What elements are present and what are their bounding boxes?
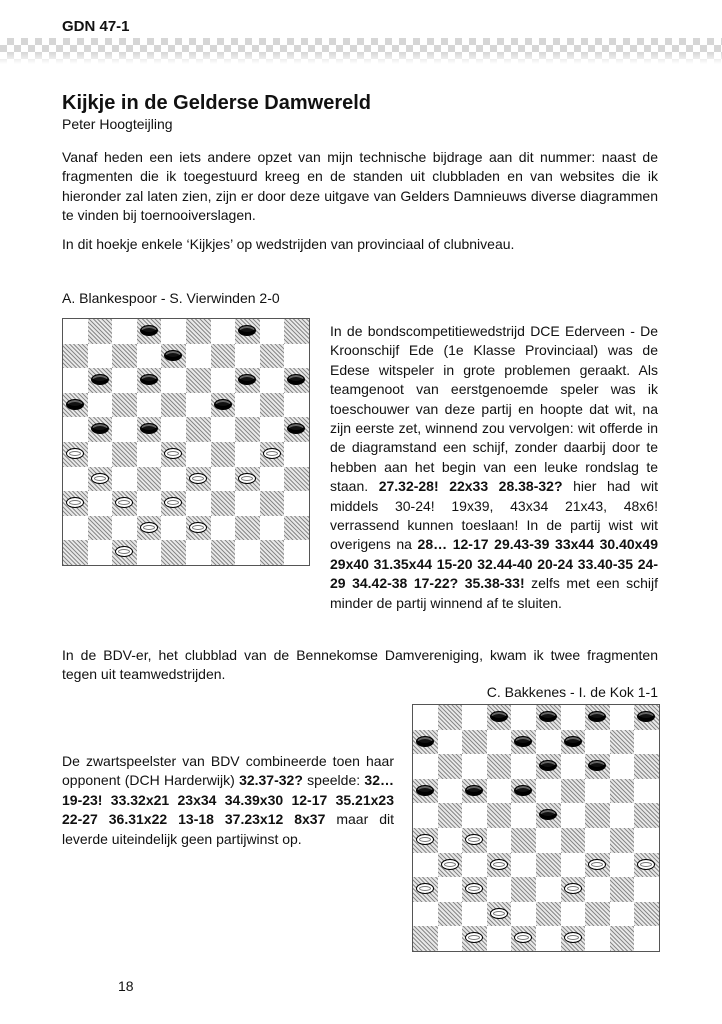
board-light-square bbox=[561, 803, 586, 828]
board-square-46 bbox=[413, 926, 438, 951]
board-light-square bbox=[511, 705, 536, 730]
board-light-square bbox=[610, 902, 635, 927]
white-piece bbox=[441, 859, 459, 870]
board-light-square bbox=[112, 417, 137, 442]
board-light-square bbox=[211, 516, 236, 541]
board-square-42 bbox=[137, 516, 162, 541]
board-light-square bbox=[260, 467, 285, 492]
page-number: 18 bbox=[118, 978, 134, 994]
board-square-4 bbox=[235, 319, 260, 344]
board-light-square bbox=[438, 877, 463, 902]
board-square-44 bbox=[235, 516, 260, 541]
black-piece bbox=[588, 760, 606, 771]
board-light-square bbox=[112, 467, 137, 492]
game2-moves-2: 32…19-23! 33.32x21 23x34 34.39x30 12-17 35.21x23 22-27 36.31x22 13-18 37.23x12 8x37 bbox=[62, 772, 394, 828]
board-light-square bbox=[438, 828, 463, 853]
board-square-39 bbox=[561, 877, 586, 902]
white-piece bbox=[91, 473, 109, 484]
board-light-square bbox=[561, 754, 586, 779]
black-piece bbox=[490, 711, 508, 722]
board-square-36 bbox=[63, 491, 88, 516]
board-square-1 bbox=[88, 319, 113, 344]
black-piece bbox=[637, 711, 655, 722]
article-author: Peter Hoogteijling bbox=[62, 116, 173, 132]
board-light-square bbox=[511, 853, 536, 878]
board-light-square bbox=[462, 902, 487, 927]
black-piece bbox=[238, 374, 256, 385]
board-light-square bbox=[487, 877, 512, 902]
board-square-37 bbox=[112, 491, 137, 516]
board-square-14 bbox=[585, 754, 610, 779]
board-square-14 bbox=[235, 368, 260, 393]
board-square-22 bbox=[487, 803, 512, 828]
white-piece bbox=[115, 497, 133, 508]
board-square-45 bbox=[634, 902, 659, 927]
board-light-square bbox=[462, 803, 487, 828]
board-square-34 bbox=[585, 853, 610, 878]
board-light-square bbox=[536, 828, 561, 853]
board-light-square bbox=[487, 828, 512, 853]
checkered-header-band bbox=[0, 38, 722, 64]
white-piece bbox=[564, 883, 582, 894]
board-light-square bbox=[235, 540, 260, 565]
board-square-11 bbox=[438, 754, 463, 779]
board-light-square bbox=[161, 467, 186, 492]
board-light-square bbox=[413, 754, 438, 779]
white-piece bbox=[164, 497, 182, 508]
board-light-square bbox=[413, 902, 438, 927]
board-square-17 bbox=[462, 779, 487, 804]
board-light-square bbox=[63, 319, 88, 344]
board-square-36 bbox=[413, 877, 438, 902]
black-piece bbox=[588, 711, 606, 722]
board-square-41 bbox=[438, 902, 463, 927]
board-square-49 bbox=[561, 926, 586, 951]
black-piece bbox=[287, 423, 305, 434]
intro-paragraph-2: In dit hoekje enkele ‘Kijkjes’ op wedstrijden van provinciaal of clubniveau. bbox=[62, 236, 515, 252]
game1-moves-2: 28… 12-17 29.43-39 33x44 30.40x49 29x40 31.35x44 15-20 32.44-40 20-24 33.40-35 24-29 34.42-38 17-22? 35.38-33! bbox=[330, 536, 658, 592]
board-square-21 bbox=[438, 803, 463, 828]
board-square-27 bbox=[462, 828, 487, 853]
board-light-square bbox=[284, 344, 309, 369]
board-square-17 bbox=[112, 393, 137, 418]
board-light-square bbox=[487, 730, 512, 755]
board-square-38 bbox=[511, 877, 536, 902]
white-piece bbox=[66, 497, 84, 508]
white-piece bbox=[164, 448, 182, 459]
board-square-49 bbox=[211, 540, 236, 565]
board-square-6 bbox=[413, 730, 438, 755]
black-piece bbox=[539, 711, 557, 722]
board-light-square bbox=[88, 491, 113, 516]
board-light-square bbox=[112, 368, 137, 393]
board-square-47 bbox=[462, 926, 487, 951]
board-light-square bbox=[511, 803, 536, 828]
game2-text-a: De zwartspeelster van BDV combineerde toen haar opponent (DCH Harderwijk) bbox=[62, 753, 394, 789]
board-square-26 bbox=[63, 442, 88, 467]
game2-commentary bbox=[62, 752, 394, 849]
board-square-20 bbox=[260, 393, 285, 418]
board-square-28 bbox=[511, 828, 536, 853]
board-light-square bbox=[536, 926, 561, 951]
board-square-7 bbox=[462, 730, 487, 755]
board-square-44 bbox=[585, 902, 610, 927]
board-square-21 bbox=[88, 417, 113, 442]
board-light-square bbox=[235, 442, 260, 467]
board-square-19 bbox=[561, 779, 586, 804]
white-piece bbox=[263, 448, 281, 459]
board-light-square bbox=[438, 730, 463, 755]
board-square-42 bbox=[487, 902, 512, 927]
board-light-square bbox=[186, 540, 211, 565]
board-light-square bbox=[610, 705, 635, 730]
board-light-square bbox=[137, 393, 162, 418]
board-square-33 bbox=[536, 853, 561, 878]
board-light-square bbox=[511, 902, 536, 927]
black-piece bbox=[514, 785, 532, 796]
board-square-18 bbox=[161, 393, 186, 418]
board-light-square bbox=[235, 344, 260, 369]
board-square-34 bbox=[235, 467, 260, 492]
board-square-16 bbox=[413, 779, 438, 804]
board-square-26 bbox=[413, 828, 438, 853]
board-square-11 bbox=[88, 368, 113, 393]
board-square-32 bbox=[487, 853, 512, 878]
board-square-48 bbox=[511, 926, 536, 951]
game1-text-b: hier had wit middels 30-24! 19x39, 43x34 21x43, 48x6! verrassend kunnen toeslaan! In de partij wist wit overigens na bbox=[330, 478, 659, 553]
board-light-square bbox=[610, 754, 635, 779]
white-piece bbox=[514, 932, 532, 943]
game2-moves-1: 32.37-32? bbox=[239, 772, 303, 789]
game2-label: C. Bakkenes - I. de Kok 1-1 bbox=[486, 684, 658, 700]
board-light-square bbox=[211, 467, 236, 492]
board-light-square bbox=[413, 853, 438, 878]
board-square-40 bbox=[610, 877, 635, 902]
board-square-47 bbox=[112, 540, 137, 565]
board-square-29 bbox=[211, 442, 236, 467]
board-light-square bbox=[634, 730, 659, 755]
board-light-square bbox=[235, 393, 260, 418]
board-square-8 bbox=[511, 730, 536, 755]
board-square-16 bbox=[63, 393, 88, 418]
board-light-square bbox=[186, 393, 211, 418]
board-light-square bbox=[284, 540, 309, 565]
board-light-square bbox=[284, 442, 309, 467]
board-light-square bbox=[610, 803, 635, 828]
board-light-square bbox=[186, 491, 211, 516]
board-light-square bbox=[585, 730, 610, 755]
board-square-20 bbox=[610, 779, 635, 804]
game1-text-c: zelfs met een schijf minder de partij winnend af te sluiten. bbox=[330, 575, 658, 611]
black-piece bbox=[140, 423, 158, 434]
white-piece bbox=[564, 932, 582, 943]
game2-diagram bbox=[412, 704, 660, 952]
black-piece bbox=[287, 374, 305, 385]
board-light-square bbox=[438, 926, 463, 951]
board-light-square bbox=[88, 442, 113, 467]
board-square-28 bbox=[161, 442, 186, 467]
board-light-square bbox=[634, 828, 659, 853]
board-light-square bbox=[260, 417, 285, 442]
board-square-37 bbox=[462, 877, 487, 902]
board-light-square bbox=[211, 417, 236, 442]
game1-diagram bbox=[62, 318, 310, 566]
game2-text-c: maar dit leverde uiteindelijk geen partijwinst op. bbox=[62, 811, 394, 847]
board-light-square bbox=[161, 319, 186, 344]
black-piece bbox=[91, 374, 109, 385]
board-light-square bbox=[137, 344, 162, 369]
black-piece bbox=[564, 736, 582, 747]
board-square-46 bbox=[63, 540, 88, 565]
board-square-50 bbox=[260, 540, 285, 565]
board-square-9 bbox=[561, 730, 586, 755]
board-square-24 bbox=[585, 803, 610, 828]
board-light-square bbox=[536, 730, 561, 755]
white-piece bbox=[416, 834, 434, 845]
black-piece bbox=[539, 760, 557, 771]
board-square-7 bbox=[112, 344, 137, 369]
black-piece bbox=[416, 736, 434, 747]
board-square-5 bbox=[284, 319, 309, 344]
black-piece bbox=[416, 785, 434, 796]
header-code: GDN 47-1 bbox=[62, 18, 130, 35]
white-piece bbox=[66, 448, 84, 459]
white-piece bbox=[189, 473, 207, 484]
board-light-square bbox=[487, 779, 512, 804]
board-light-square bbox=[161, 368, 186, 393]
board-square-19 bbox=[211, 393, 236, 418]
board-light-square bbox=[161, 417, 186, 442]
board-light-square bbox=[63, 417, 88, 442]
board-square-35 bbox=[634, 853, 659, 878]
board-square-9 bbox=[211, 344, 236, 369]
board-square-25 bbox=[284, 417, 309, 442]
board-light-square bbox=[462, 754, 487, 779]
board-light-square bbox=[561, 902, 586, 927]
board-square-13 bbox=[536, 754, 561, 779]
white-piece bbox=[490, 908, 508, 919]
black-piece bbox=[164, 350, 182, 361]
black-piece bbox=[140, 374, 158, 385]
board-square-33 bbox=[186, 467, 211, 492]
board-light-square bbox=[511, 754, 536, 779]
game1-moves-1: 27.32-28! 22x33 28.38-32? bbox=[378, 478, 563, 495]
white-piece bbox=[465, 932, 483, 943]
board-light-square bbox=[211, 368, 236, 393]
board-square-23 bbox=[186, 417, 211, 442]
board-light-square bbox=[561, 705, 586, 730]
black-piece bbox=[465, 785, 483, 796]
board-light-square bbox=[161, 516, 186, 541]
white-piece bbox=[238, 473, 256, 484]
board-light-square bbox=[585, 779, 610, 804]
board-light-square bbox=[462, 705, 487, 730]
white-piece bbox=[490, 859, 508, 870]
board-square-31 bbox=[88, 467, 113, 492]
board-square-15 bbox=[284, 368, 309, 393]
board-square-1 bbox=[438, 705, 463, 730]
board-square-45 bbox=[284, 516, 309, 541]
white-piece bbox=[416, 883, 434, 894]
board-light-square bbox=[137, 491, 162, 516]
board-square-3 bbox=[186, 319, 211, 344]
board-square-50 bbox=[610, 926, 635, 951]
board-light-square bbox=[634, 926, 659, 951]
board-light-square bbox=[88, 344, 113, 369]
board-light-square bbox=[260, 516, 285, 541]
board-light-square bbox=[112, 319, 137, 344]
board-light-square bbox=[585, 926, 610, 951]
white-piece bbox=[140, 522, 158, 533]
board-square-4 bbox=[585, 705, 610, 730]
white-piece bbox=[115, 546, 133, 557]
black-piece bbox=[66, 399, 84, 410]
board-light-square bbox=[63, 467, 88, 492]
board-square-13 bbox=[186, 368, 211, 393]
board-light-square bbox=[536, 877, 561, 902]
board-light-square bbox=[88, 393, 113, 418]
board-light-square bbox=[561, 853, 586, 878]
board-light-square bbox=[462, 853, 487, 878]
board-square-10 bbox=[610, 730, 635, 755]
board-light-square bbox=[63, 368, 88, 393]
board-square-35 bbox=[284, 467, 309, 492]
board-light-square bbox=[284, 491, 309, 516]
game2-text-b: speelde: bbox=[302, 772, 365, 789]
board-square-39 bbox=[211, 491, 236, 516]
board-light-square bbox=[260, 319, 285, 344]
intro-paragraph-3: In de BDV-er, het clubblad van de Bennekomse Damvereniging, kwam ik twee fragmenten tegen uit teamwedstrijden. bbox=[62, 647, 658, 683]
board-light-square bbox=[585, 828, 610, 853]
board-light-square bbox=[634, 779, 659, 804]
board-square-41 bbox=[88, 516, 113, 541]
board-light-square bbox=[88, 540, 113, 565]
board-square-48 bbox=[161, 540, 186, 565]
board-light-square bbox=[487, 926, 512, 951]
board-square-8 bbox=[161, 344, 186, 369]
board-square-22 bbox=[137, 417, 162, 442]
board-square-2 bbox=[487, 705, 512, 730]
board-square-43 bbox=[536, 902, 561, 927]
black-piece bbox=[214, 399, 232, 410]
board-square-38 bbox=[161, 491, 186, 516]
board-square-2 bbox=[137, 319, 162, 344]
article-title: Kijkje in de Gelderse Damwereld bbox=[62, 92, 372, 114]
board-light-square bbox=[413, 705, 438, 730]
white-piece bbox=[465, 883, 483, 894]
board-light-square bbox=[137, 442, 162, 467]
black-piece bbox=[140, 325, 158, 336]
board-square-24 bbox=[235, 417, 260, 442]
board-square-18 bbox=[511, 779, 536, 804]
board-light-square bbox=[186, 344, 211, 369]
board-square-12 bbox=[137, 368, 162, 393]
board-light-square bbox=[610, 853, 635, 878]
game1-commentary bbox=[330, 322, 658, 613]
board-square-43 bbox=[186, 516, 211, 541]
board-light-square bbox=[413, 803, 438, 828]
board-square-32 bbox=[137, 467, 162, 492]
board-square-29 bbox=[561, 828, 586, 853]
board-square-6 bbox=[63, 344, 88, 369]
board-light-square bbox=[284, 393, 309, 418]
white-piece bbox=[465, 834, 483, 845]
board-square-30 bbox=[260, 442, 285, 467]
intro-paragraph-1: Vanaf heden een iets andere opzet van mijn technische bijdrage aan dit nummer: naast de fragmenten die ik toegestuurd kreeg en de standen uit clubbladen en van websites die ik hieronder zal laten zien, zijn er door deze uitgave van Gelders Damnieuws diverse diagrammen te vinden bij toernooiverslagen. bbox=[62, 149, 658, 224]
black-piece bbox=[514, 736, 532, 747]
board-square-5 bbox=[634, 705, 659, 730]
board-light-square bbox=[137, 540, 162, 565]
board-light-square bbox=[63, 516, 88, 541]
board-square-23 bbox=[536, 803, 561, 828]
board-light-square bbox=[112, 516, 137, 541]
white-piece bbox=[189, 522, 207, 533]
game1-label: A. Blankespoor - S. Vierwinden 2-0 bbox=[62, 290, 280, 306]
board-light-square bbox=[211, 319, 236, 344]
black-piece bbox=[238, 325, 256, 336]
game1-text-a: In de bondscompetitiewedstrijd DCE Ederveen - De Kroonschijf Ede (1e Klasse Provinciaal) was de Edese witspeler in grote problemen geraakt. Als teamgenoot van eerstgenoemde speler was ik toeschouwer van deze partij en hoopte dat wit, na zijn eerste zet, winnend zou vervolgen: wit offerde in de diagramstand een schijf, zonder daarbij door te hebben aan het begin van een leuke rondslag te staan. bbox=[330, 323, 658, 495]
board-light-square bbox=[235, 491, 260, 516]
board-square-40 bbox=[260, 491, 285, 516]
board-light-square bbox=[438, 779, 463, 804]
board-light-square bbox=[536, 779, 561, 804]
board-square-25 bbox=[634, 803, 659, 828]
board-square-15 bbox=[634, 754, 659, 779]
board-light-square bbox=[260, 368, 285, 393]
white-piece bbox=[637, 859, 655, 870]
board-square-30 bbox=[610, 828, 635, 853]
board-light-square bbox=[634, 877, 659, 902]
black-piece bbox=[539, 809, 557, 820]
black-piece bbox=[91, 423, 109, 434]
white-piece bbox=[588, 859, 606, 870]
board-light-square bbox=[585, 877, 610, 902]
board-square-27 bbox=[112, 442, 137, 467]
board-square-31 bbox=[438, 853, 463, 878]
board-square-3 bbox=[536, 705, 561, 730]
board-light-square bbox=[186, 442, 211, 467]
board-square-10 bbox=[260, 344, 285, 369]
board-square-12 bbox=[487, 754, 512, 779]
